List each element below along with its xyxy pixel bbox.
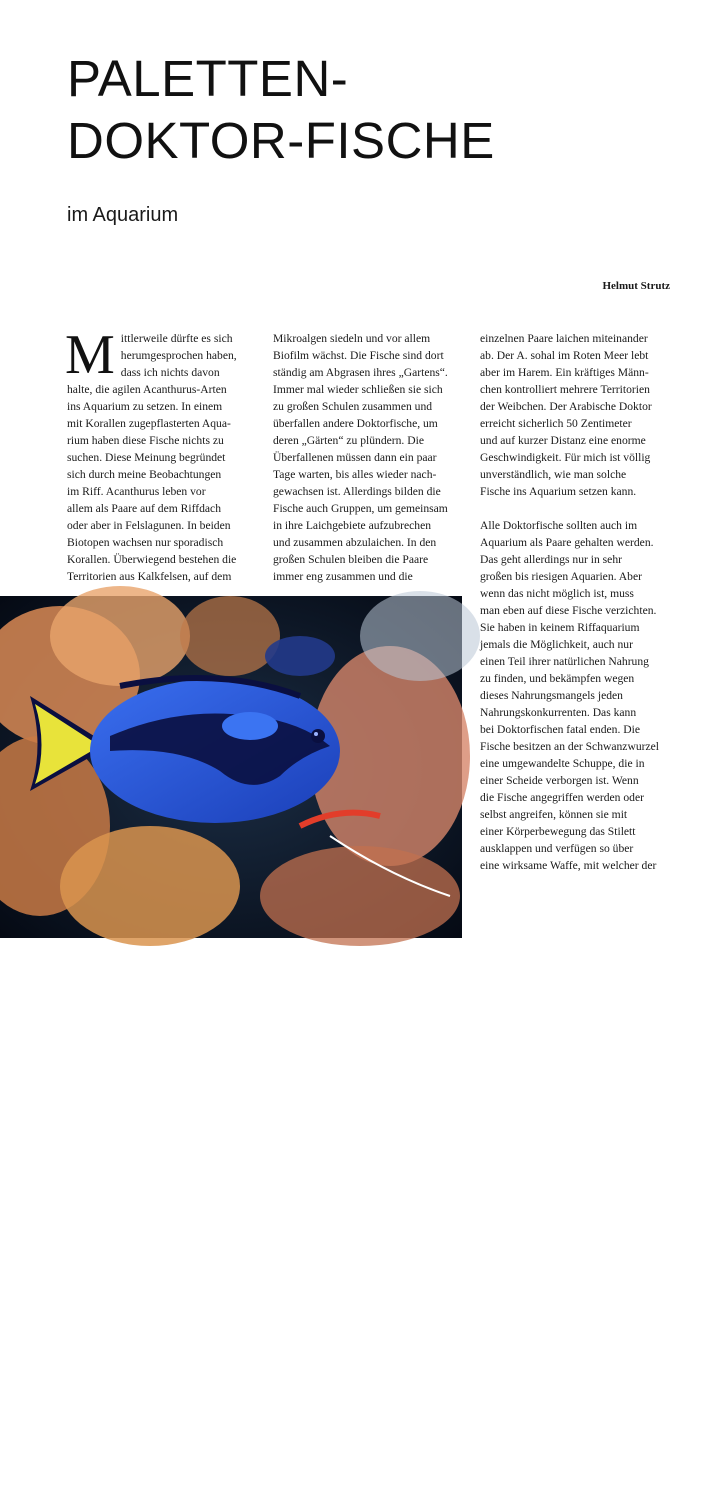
text-line: herumgesprochen haben, [120, 349, 237, 362]
text-line: ab. Der A. sohal im Roten Meer lebt [480, 349, 649, 362]
text-line: Alle Doktorfische sollten auch im [480, 519, 638, 532]
title-line-1: PALETTEN- [67, 50, 349, 107]
text-line: Aquarium als Paare gehalten werden. [480, 536, 654, 549]
text-line: Sie haben in keinem Riffaquarium [480, 621, 640, 634]
text-line: dass ich nichts davon [120, 366, 220, 379]
column-3-paragraph-2 [480, 517, 670, 874]
text-line: Biofilm wächst. Die Fische sind dort [273, 349, 444, 362]
text-line: zu finden, und bekämpfen wegen [480, 672, 635, 685]
text-line: und zusammen abzulaichen. In den [273, 536, 437, 549]
text-line: Mikroalgen siedeln und vor allem [273, 332, 431, 345]
column-2-lines [273, 330, 463, 585]
text-line: im Riff. Acanthurus leben vor [67, 485, 206, 498]
text-line: halte, die agilen Acanthurus-Arten [67, 383, 227, 396]
text-column-3 [480, 330, 670, 874]
text-line: Fische besitzen an der Schwanzwurzel [480, 740, 659, 753]
text-line: Biotopen wachsen nur sporadisch [67, 536, 224, 549]
text-line: wenn das nicht möglich ist, muss [480, 587, 634, 600]
article-title [67, 48, 495, 172]
text-line: ittlerweile dürfte es sich [120, 332, 233, 345]
text-line: die Fische angegriffen werden oder [480, 791, 644, 804]
article-subtitle: im Aquarium [67, 204, 179, 226]
text-line: Überfallenen müssen dann ein paar [273, 451, 437, 464]
photo-caption: Halbwüchsiger Palettendoktor [6, 1493, 128, 1504]
text-line: allem als Paare auf dem Riffdach [67, 502, 221, 515]
text-line: Territorien aus Kalkfelsen, auf dem [67, 570, 232, 583]
text-line: Immer mal wieder schließen sie sich [273, 383, 443, 396]
text-line: mit Korallen zugepflasterten Aqua- [67, 417, 231, 430]
text-line: rium haben diese Fische nichts zu [67, 434, 224, 447]
text-line: immer eng zusammen und die [273, 570, 413, 583]
text-line: suchen. Diese Meinung begründet [67, 451, 226, 464]
text-line: großen bis riesigen Aquarien. Aber [480, 570, 642, 583]
text-line: großen Schulen bleiben die Paare [273, 553, 429, 566]
text-line: zu großen Schulen zusammen und [273, 400, 433, 413]
text-line: eine wirksame Waffe, mit welcher der [480, 859, 657, 872]
text-line: oder aber in Felslagunen. In beiden [67, 519, 231, 532]
text-line: einzelnen Paare laichen miteinander [480, 332, 648, 345]
text-line: einer Körperbewegung das Stilett [480, 825, 636, 838]
text-line: gewachsen ist. Allerdings bilden die [273, 485, 441, 498]
text-line: ins Aquarium zu setzen. In einem [67, 400, 223, 413]
column-3-paragraph-1 [480, 330, 670, 500]
author-name: Helmut Strutz [602, 280, 670, 292]
text-line: in ihre Laichgebiete aufzubrechen [273, 519, 432, 532]
title-line-2: DOKTOR-FISCHE [67, 112, 495, 169]
text-line: überfallen andere Doktorfische, um [273, 417, 438, 430]
text-column-1 [65, 324, 248, 585]
text-line: man eben auf diese Fische verzichten. [480, 604, 657, 617]
text-line: einen Teil ihrer natürlichen Nahrung [480, 655, 649, 668]
text-line: Fische ins Aquarium setzen kann. [480, 485, 637, 498]
text-line: Geschwindigkeit. Für mich ist völlig [480, 451, 651, 464]
text-line: Fische auch Gruppen, um gemeinsam [273, 502, 448, 515]
text-line: jemals die Möglichkeit, auch nur [480, 638, 633, 651]
text-column-2 [273, 330, 463, 585]
text-line: deren „Gärten“ zu plündern. Die [273, 434, 424, 447]
text-line: der Weibchen. Der Arabische Doktor [480, 400, 652, 413]
text-line: sich durch meine Beobachtungen [67, 468, 222, 481]
text-line: Tage warten, bis alles wieder nach- [273, 468, 437, 481]
text-line: erreicht sicherlich 50 Zentimeter [480, 417, 632, 430]
fish-photo [0, 596, 462, 1504]
text-line: Das geht allerdings nur in sehr [480, 553, 622, 566]
text-line: dieses Nahrungsmangels jeden [480, 689, 623, 702]
text-line: ausklappen und verfügen so über [480, 842, 634, 855]
text-line: einer Scheide verborgen ist. Wenn [480, 774, 639, 787]
text-line: Korallen. Überwiegend bestehen die [67, 553, 237, 566]
fish-illustration [0, 596, 462, 938]
text-line: chen kontrolliert mehrere Territorien [480, 383, 650, 396]
text-line: und auf kurzer Distanz eine enorme [480, 434, 646, 447]
drop-cap: M [65, 324, 115, 386]
text-line: unverständlich, wie man solche [480, 468, 627, 481]
text-line: Nahrungskonkurrenten. Das kann [480, 706, 637, 719]
text-line: bei Doktorfischen fatal enden. Die [480, 723, 640, 736]
text-line: ständig am Abgrasen ihres „Gartens“. [273, 366, 448, 379]
text-line: selbst angreifen, können sie mit [480, 808, 628, 821]
text-line: aber im Harem. Ein kräftiges Männ- [480, 366, 649, 379]
text-line: eine umgewandelte Schuppe, die in [480, 757, 645, 770]
